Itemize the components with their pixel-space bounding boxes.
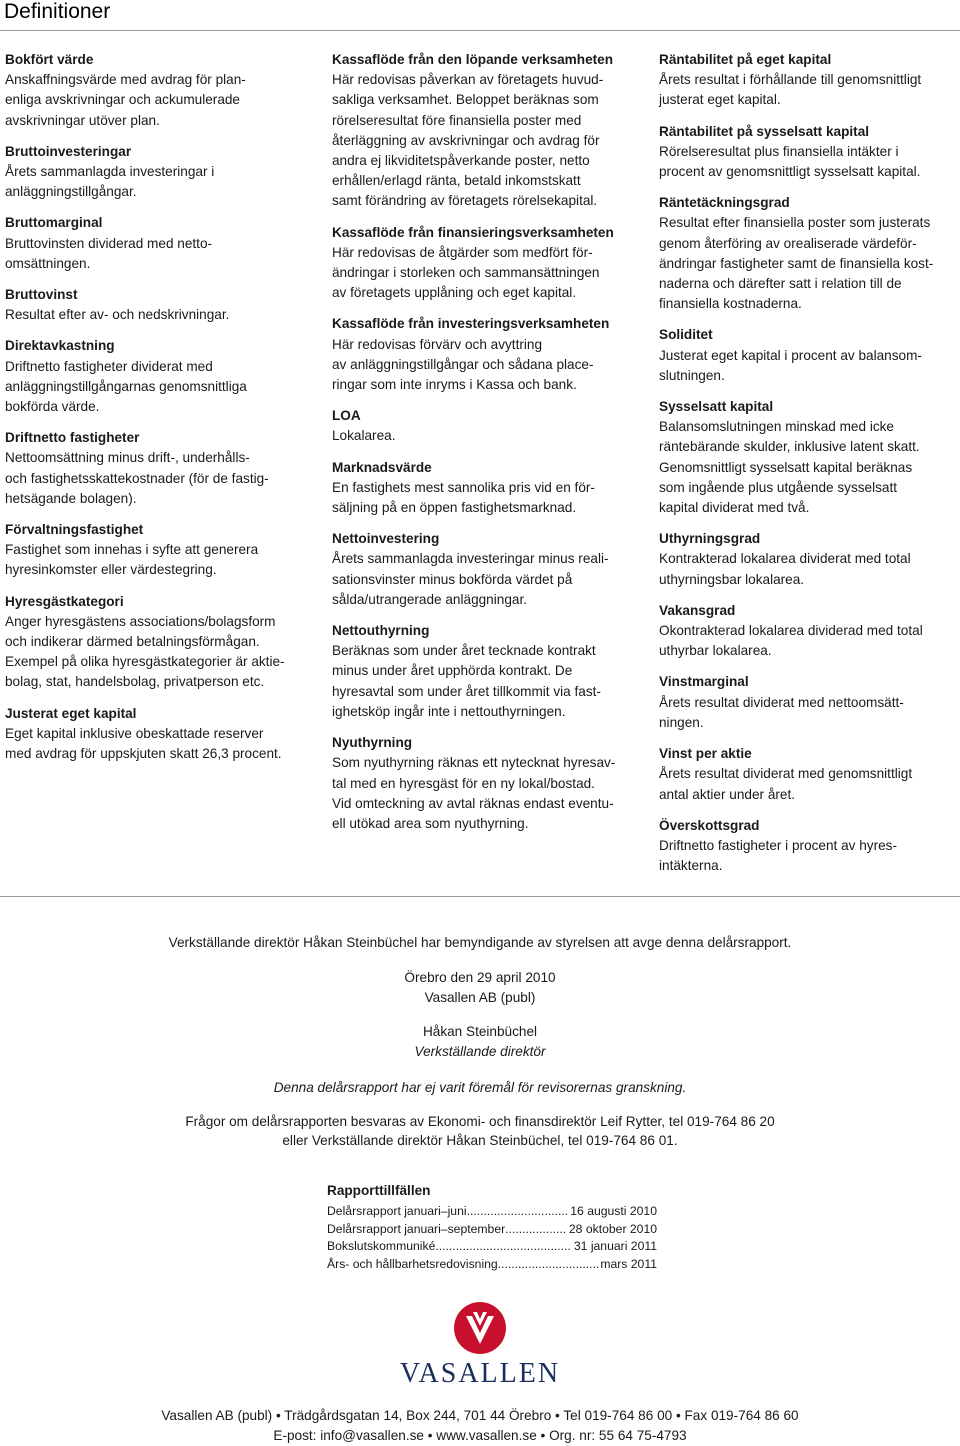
definition-text: Resultat efter finansiella poster som justerats [659,215,931,231]
definition-entry [5,50,305,131]
definition-text: samt förändring av företagets rörelsekapital. [332,193,598,209]
definition-text: räntebärande skulder, inklusive latent skatt. [659,439,920,455]
report-dates [327,1182,657,1273]
definition-text: hyresavtal som under året tillkommit via fast- [332,683,601,699]
definition-entry [332,529,632,610]
definition-text: bokförda värde. [5,399,100,415]
definition-term: Räntabilitet på sysselsatt kapital [659,123,870,139]
definition-entry [332,223,632,304]
definition-text: antal aktier under året. [659,786,796,802]
definition-term: Marknadsvärde [332,459,432,475]
definition-entry [332,458,632,519]
report-dates-title: Rapporttillfällen [327,1183,431,1198]
definition-term: Räntabilitet på eget kapital [659,52,832,67]
definition-text: ningen. [659,714,704,730]
definition-text: uthyrbar lokalarea. [659,643,772,659]
definition-entry [659,122,959,183]
definition-entry [5,592,305,693]
definition-text: Årets resultat i förhållande till genomsnittligt [659,72,922,88]
definition-text: finansiella kostnaderna. [659,296,802,312]
definition-term: Hyresgästkategori [5,593,124,609]
definition-term: Överskottsgrad [659,817,760,833]
definition-text: Årets resultat dividerat med nettoomsätt- [659,694,904,710]
vasallen-mark-icon [452,1300,508,1356]
definition-term: Bruttomarginal [5,215,103,231]
definition-text: Rörelseresultat plus finansiella intäkter i [659,143,899,159]
dot-leader [435,1238,572,1255]
definition-text: säljning på en öppen fastighetsmarknad. [332,500,577,516]
definition-entry [332,733,632,834]
definition-text: Driftnetto fastigheter i procent av hyres- [659,837,897,853]
definition-term: Sysselsatt kapital [659,399,774,415]
definition-entry [659,325,959,386]
definition-text: kapital dividerat med två. [659,500,810,516]
definition-text: Nettoomsättning minus drift-, underhålls- [5,450,250,466]
definition-entry [5,520,305,581]
definition-text: Årets resultat dividerat med genomsnittligt [659,766,913,782]
definition-text: av företagets upplåning och eget kapital. [332,285,577,301]
definition-text: sationsvinster minus bokförda värdet på [332,571,573,587]
footer [0,1406,960,1446]
dot-leader [505,1221,567,1238]
definition-text: Här redovisas de åtgärder som medfört för- [332,244,593,260]
definition-text: och fastighetsskattekostnader (för de fastig- [5,470,269,486]
definition-term: Bruttovinst [5,287,78,303]
vasallen-logo [0,1300,960,1390]
report-date-label: Års- och hållbarhetsredovisning [327,1256,498,1271]
definition-text: rörelseresultat före finansiella poster med [332,112,582,128]
definition-entry [5,428,305,509]
signer-name: Håkan Steinbüchel [422,1024,538,1039]
definition-term: Kassaflöde från investeringsverksamheten [332,316,610,332]
definition-text: En fastighets mest sannolika pris vid en för- [332,479,595,495]
definition-term: Uthyrningsgrad [659,531,761,547]
definition-term: Vakansgrad [659,602,736,618]
definition-term: Nettouthyrning [332,623,430,639]
definition-text: Balansomslutningen minskad med icke [659,419,894,435]
definition-text: Som nyuthyrning räknas ett nytecknat hyresav- [332,755,616,771]
definition-text: minus under året upphörda kontrakt. De [332,663,573,679]
definition-text: ringar som inte inryms i Kassa och bank. [332,377,577,393]
definition-text: Anskaffningsvärde med avdrag för plan- [5,72,246,88]
definition-text: Eget kapital inklusive obeskattade reserver [5,725,264,741]
definition-text: Lokalarea. [332,428,396,444]
definition-term: Driftnetto fastigheter [5,430,140,446]
place-date: Örebro den 29 april 2010 [404,970,556,985]
definition-term: Vinst per aktie [659,746,752,762]
definition-entry [332,50,632,212]
definition-text: Årets sammanlagda investeringar i [5,164,215,180]
definition-text: Här redovisas förvärv och avyttring [332,336,543,352]
title-divider [0,30,960,31]
definition-entry [332,406,632,446]
definition-entry [659,397,959,518]
definition-text: Driftnetto fastigheter dividerat med [5,358,213,374]
definition-entry [332,314,632,395]
definition-text: sålda/utrangerade anläggningar. [332,591,527,607]
questions-line-2: eller Verkställande direktör Håkan Steinbüchel, tel 019-764 86 01. [282,1133,678,1148]
definition-text: erhållen/erlagd ränta, betald inkomstskatt [332,173,581,189]
report-date-row [327,1238,657,1255]
definition-text: andra ej likviditetspåverkande poster, netto [332,153,590,169]
questions-line-1: Frågor om delårsrapporten besvaras av Ekonomi- och finansdirektör Leif Rytter, tel 019-764 86 20 [185,1114,775,1129]
definition-text: Kontrakterad lokalarea dividerat med total [659,551,911,567]
definition-text: Exempel på olika hyresgästkategorier är aktie- [5,654,285,670]
definition-text: omsättningen. [5,255,91,271]
definition-term: Justerat eget kapital [5,705,137,721]
definition-text: ändringar fastigheter samt de finansiella kost- [659,255,934,271]
report-date-label: Delårsrapport januari–juni [327,1204,467,1219]
definitions-column-2 [332,50,632,845]
definitions-column-1 [5,50,305,775]
footer-contact: E-post: info@vasallen.se • www.vasallen.se • Org. nr: 55 64 75-4793 [273,1428,687,1443]
definition-term: Förvaltningsfastighet [5,522,144,538]
definition-text: hetsägande bolagen). [5,490,137,506]
definition-text: anläggningstillgångarnas genomsnittliga [5,378,247,394]
company-name: Vasallen AB (publ) [424,990,536,1005]
authorization-statement: Verkställande direktör Håkan Steinbüchel har bemyndigande av styrelsen att avge denna delårsrapport. [168,935,792,950]
report-date-label: Delårsrapport januari–september [327,1221,506,1236]
definition-term: Kassaflöde från den löpande verksamheten [332,52,614,67]
logo-wordmark: VASALLEN [399,1358,561,1389]
definition-text: enliga avskrivningar och ackumulerade [5,92,240,108]
definition-text: Resultat efter av- och nedskrivningar. [5,307,230,323]
definition-text: tal med en hyresgäst för en ny lokal/bostad. [332,775,595,791]
definition-entry [5,285,305,325]
definition-text: återläggning av avskrivningar och avdrag för [332,132,600,148]
definition-term: Kassaflöde från finansieringsverksamheten [332,224,614,240]
definition-term: Nettoinvestering [332,531,440,547]
definition-text: intäkterna. [659,858,723,874]
definition-text: avskrivningar utöver plan. [5,112,160,128]
definition-text: ell utökad area som nyuthyrning. [332,815,529,831]
dot-leader [467,1203,569,1220]
definition-text: naderna och därefter satt i relation till de [659,276,902,292]
definition-entry [5,704,305,765]
definition-entry [659,50,959,111]
definition-text: Årets sammanlagda investeringar minus reali- [332,551,609,567]
definition-entry [659,529,959,590]
definition-text: anläggningstillgångar. [5,184,137,200]
definition-term: Bokfört värde [5,52,94,67]
report-date-row [327,1203,657,1220]
report-date-value: 31 januari 2011 [573,1239,657,1254]
definition-entry [332,621,632,722]
definition-text: Genomsnittligt sysselsatt kapital beräknas [659,459,913,475]
definition-entry [659,672,959,733]
report-date-row [327,1256,657,1273]
definition-term: Soliditet [659,327,713,343]
dot-leader [498,1256,599,1273]
definition-entry [5,213,305,274]
definition-entry [659,744,959,805]
definition-text: som ingående plus utgående sysselsatt [659,479,898,495]
definition-text: genom återföring av orealiserade värdeför- [659,235,917,251]
definition-text: uthyrningsbar lokalarea. [659,571,805,587]
definition-entry [5,336,305,417]
definition-text: justerat eget kapital. [659,92,781,108]
definition-entry [5,142,305,203]
report-date-value: mars 2011 [600,1256,657,1271]
definition-text: Beräknas som under året tecknade kontrakt [332,643,596,659]
definition-text: ighetsköp ingår inte i nettouthyrningen. [332,703,566,719]
definition-text: Här redovisas påverkan av företagets huvud- [332,72,604,88]
definition-term: LOA [332,408,361,424]
definition-term: Räntetäckningsgrad [659,195,790,211]
report-date-label: Bokslutskommuniké [327,1239,436,1254]
audit-note: Denna delårsrapport har ej varit föremål för revisorernas granskning. [273,1080,687,1095]
definition-text: Vid omteckning av avtal räknas endast eventu- [332,795,614,811]
definition-text: Fastighet som innehas i syfte att generera [5,542,259,558]
definition-text: av anläggningstillgångar och sådana place- [332,356,594,372]
definition-entry [659,193,959,314]
definition-entry [659,816,959,877]
report-date-value: 16 augusti 2010 [570,1204,657,1219]
definition-text: slutningen. [659,367,725,383]
definition-text: hyresinkomster eller värdestegring. [5,562,217,578]
definition-term: Direktavkastning [5,338,115,354]
definition-term: Bruttoinvesteringar [5,143,132,159]
definition-text: Justerat eget kapital i procent av balansom- [659,347,922,363]
section-divider [0,896,960,897]
report-date-row [327,1221,657,1238]
definition-term: Vinstmarginal [659,674,749,690]
definition-text: ändringar i storleken och sammansättningen [332,265,600,281]
report-date-value: 28 oktober 2010 [568,1221,657,1236]
page-title: Definitioner [4,0,111,23]
definition-text: och indikerar därmed betalningsförmågan. [5,634,260,650]
signer-role: Verkställande direktör [414,1044,546,1059]
definition-text: Okontrakterad lokalarea dividerad med total [659,623,923,639]
footer-address: Vasallen AB (publ) • Trädgårdsgatan 14, Box 244, 701 44 Örebro • Tel 019-764 86 00 • Fax 019-764 86 60 [161,1408,799,1423]
definition-text: Bruttovinsten dividerad med netto- [5,235,213,251]
definition-entry [659,601,959,662]
definition-text: sakliga verksamhet. Beloppet beräknas som [332,92,599,108]
definition-text: bolag, stat, handelsbolag, privatperson etc. [5,674,265,690]
definition-text: procent av genomsnittligt sysselsatt kapital. [659,164,921,180]
definition-text: med avdrag för uppskjuten skatt 26,3 procent. [5,746,282,762]
definition-text: Anger hyresgästens associations/bolagsform [5,613,276,629]
definition-term: Nyuthyrning [332,735,413,751]
definitions-column-3 [659,50,959,887]
